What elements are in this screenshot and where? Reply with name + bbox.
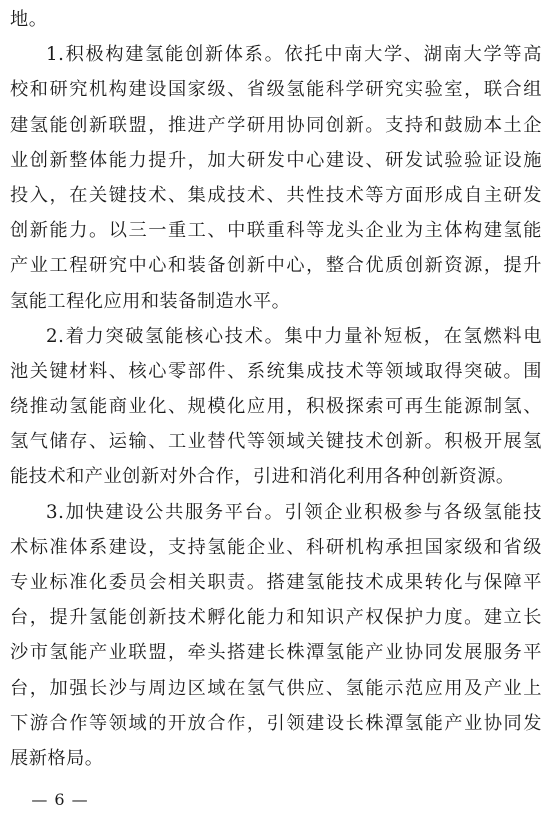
text-line: 1.积极构建氢能创新体系。依托中南大学、湖南大学等高 [46, 44, 542, 66]
text-line: 下游合作等领域的开放合作，引领建设长株潭氢能产业协同发 [10, 712, 542, 734]
text-line: 校和研究机构建设国家级、省级氢能科学研究实验室，联合组 [10, 79, 542, 101]
text-line: 沙市氢能产业联盟，牵头搭建长株潭氢能产业协同发展服务平 [10, 642, 542, 664]
text-line: 业创新整体能力提升，加大研发中心建设、研发试验验证设施 [10, 149, 542, 171]
text-line: 术标准体系建设，支持氢能企业、科研机构承担国家级和省级 [10, 536, 542, 558]
text-line: 地。 [10, 9, 48, 30]
text-line: 能技术和产业创新对外合作，引进和消化利用各种创新资源。 [10, 466, 515, 488]
text-line: 绕推动氢能商业化、规模化应用，积极探索可再生能源制氢、 [10, 396, 542, 418]
text-line: 产业工程研究中心和装备创新中心，整合优质创新资源，提升 [10, 255, 542, 277]
text-line: 台，提升氢能创新技术孵化能力和知识产权保护力度。建立长 [10, 607, 542, 629]
text-line: 投入，在关键技术、集成技术、共性技术等方面形成自主研发 [10, 184, 542, 206]
text-line: 台，加强长沙与周边区域在氢气供应、氢能示范应用及产业上 [10, 677, 542, 699]
text-line: 专业标准化委员会相关职责。搭建氢能技术成果转化与保障平 [10, 572, 542, 593]
text-line: 氢气储存、运输、工业替代等领域关键技术创新。积极开展氢 [10, 431, 542, 453]
text-line: 氢能工程化应用和装备制造水平。 [10, 290, 291, 312]
text-line: 2.着力突破氢能核心技术。集中力量补短板，在氢燃料电 [46, 325, 542, 347]
page-number: — 6 — [31, 790, 89, 809]
text-line: 池关键材料、核心零部件、系统集成技术等领域取得突破。围 [10, 360, 542, 382]
body-text [10, 2, 542, 776]
text-line: 展新格局。 [10, 747, 104, 769]
text-line: 创新能力。以三一重工、中联重科等龙头企业为主体构建氢能 [10, 220, 542, 242]
text-line: 3.加快建设公共服务平台。引领企业积极参与各级氢能技 [46, 501, 542, 523]
text-line: 建氢能创新联盟，推进产学研用协同创新。支持和鼓励本土企 [10, 114, 542, 136]
